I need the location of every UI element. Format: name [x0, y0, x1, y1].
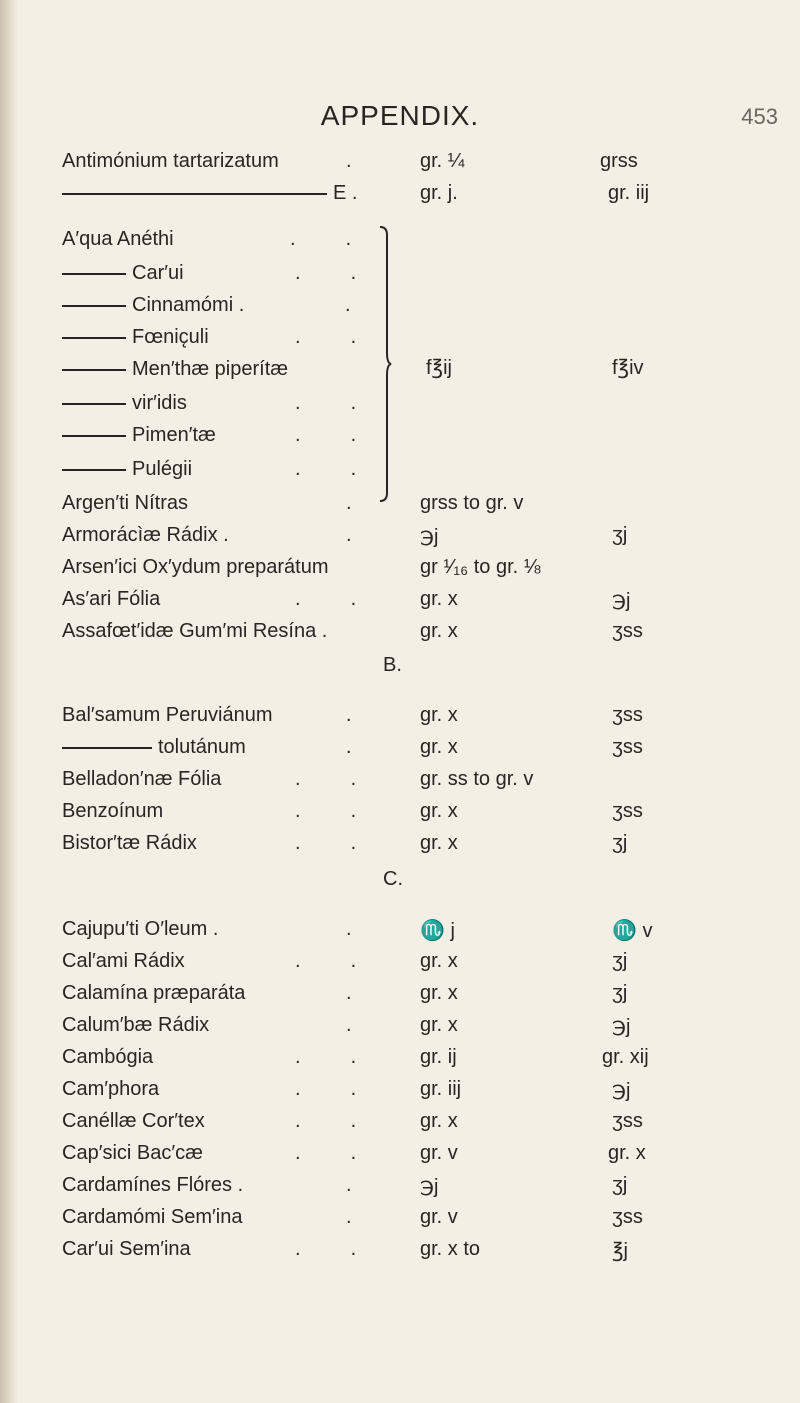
entry-dose: grss to gr. v	[420, 492, 524, 514]
entry-name: Car′ui Sem′ina	[62, 1238, 191, 1260]
entry-cinnamomi: Cinnamómi . .	[0, 294, 800, 324]
entry-name: vir′idis	[62, 392, 187, 415]
entry-dose: gr. x	[420, 1110, 458, 1132]
entry-name: Bistor′tæ Rádix	[62, 832, 197, 854]
entry-dose: gr. v	[420, 1206, 458, 1228]
entry-armoraciae: Armorácìæ Rádix . . ℈j ʒj	[62, 524, 628, 548]
entry-name: Benzoínum	[62, 800, 164, 822]
entry-name: Pimen′tæ	[62, 424, 216, 447]
entry-aqua-anethi: A′qua Anéthi . .	[62, 228, 352, 250]
entry-canellae: Canéllæ Cor′tex . . gr. x ʒss	[62, 1110, 643, 1132]
entry-aqua-dose	[0, 355, 800, 385]
entry-max-dose: ℈j	[612, 1080, 631, 1102]
entry-dose: gr. v	[420, 1142, 458, 1164]
entry-bistortae: Bistor′tæ Rádix . . gr. x ʒj	[62, 832, 628, 854]
entry-name: Cardamómi Sem′ina	[62, 1206, 243, 1228]
entry-name: Fœnic̨uli	[62, 326, 209, 349]
section-heading-c: C.	[383, 868, 403, 890]
entry-dose: f℥ij	[426, 357, 452, 379]
entry-calumbae: Calum′bæ Rádix . gr. x ℈j	[62, 1014, 631, 1038]
entry-balsamum-tolu: tolutánum . gr. x ʒss	[0, 736, 800, 766]
entry-dose: gr. x to	[420, 1238, 481, 1260]
entry-calamina: Calamína præparáta . gr. x ʒj	[62, 982, 628, 1004]
entry-carui: Car′ui . .	[0, 262, 800, 292]
entry-max-dose: gr. xij	[602, 1046, 649, 1068]
entry-name: E .	[62, 182, 357, 205]
entry-capsici: Cap′sici Bac′cæ . . gr. v gr. x	[62, 1142, 646, 1164]
entry-viridis: vir′idis . .	[0, 392, 800, 422]
entry-name: Calamína præparáta	[62, 982, 246, 1004]
entry-name: Antimónium tartarizatum	[62, 150, 279, 172]
entry-max-dose: ʒj	[612, 982, 628, 1004]
entry-max-dose: ʒss	[612, 1206, 643, 1228]
entry-cajuputi: Cajupu′ti O′leum . . ♏ j ♏ v	[62, 918, 653, 942]
entry-dose: gr. x	[420, 620, 458, 642]
entry-dose: ℈j	[420, 526, 439, 548]
entry-benzoinum: Benzoínum . . gr. x ʒss	[62, 800, 643, 822]
entry-max-dose: ℈j	[612, 590, 631, 612]
entry-max-dose: ʒj	[612, 950, 628, 972]
section-heading-b: B.	[383, 654, 402, 676]
entry-name: Car′ui	[62, 262, 184, 285]
entry-name: Canéllæ Cor′tex	[62, 1110, 205, 1132]
entry-arsenici	[0, 556, 800, 586]
entry-max-dose: ʒss	[612, 704, 643, 726]
entry-camphora: Cam′phora . . gr. iij ℈j	[62, 1078, 631, 1102]
entry-max-dose: f℥iv	[612, 357, 644, 379]
entry-name: Calum′bæ Rádix	[62, 1014, 210, 1036]
entry-dose: gr. x	[420, 736, 458, 758]
entry-max-dose: grss	[600, 150, 638, 172]
ditto-dash	[62, 193, 327, 195]
entry-name: tolutánum	[62, 736, 246, 759]
entry-max-dose: ♏ v	[612, 920, 653, 942]
entry-name: As′ari Fólia	[62, 588, 161, 610]
entry-foeniculi: Fœnic̨uli . .	[0, 326, 800, 356]
entry-max-dose: gr. x	[608, 1142, 646, 1164]
leader-dot: .	[346, 150, 352, 172]
entry-dose: gr. ¼	[420, 150, 465, 172]
entry-max-dose: ʒss	[612, 736, 643, 758]
entry-name: Armorácìæ Rádix .	[62, 524, 229, 546]
entry-max-dose: ℈j	[612, 1016, 631, 1038]
entry-max-dose: ℥j	[612, 1240, 628, 1262]
entry-dose: gr. ss to gr. v	[420, 768, 534, 790]
entry-dose: gr. x	[420, 982, 458, 1004]
entry-pulegii: Pulégii . .	[0, 458, 800, 488]
entry-argenti: Argen′ti Nítras . grss to gr. v	[62, 492, 524, 514]
entry-dose: gr. x	[420, 832, 458, 854]
entry-name: Cajupu′ti O′leum .	[62, 918, 219, 940]
entry-name: Cap′sici Bac′cæ	[62, 1142, 203, 1164]
entry-carui-sem: Car′ui Sem′ina . . gr. x to ℥j	[62, 1238, 628, 1262]
entry-name: Cardamínes Flóres .	[62, 1174, 244, 1196]
entry-name: Cambógia	[62, 1046, 154, 1068]
entry-name: Assafœt′idæ Gum′mi Resína .	[62, 620, 328, 642]
entry-asari: As′ari Fólia . . gr. x ℈j	[62, 588, 631, 612]
page-number: 453	[741, 104, 778, 129]
entry-cardamomi: Cardamómi Sem′ina . gr. v ʒss	[62, 1206, 643, 1228]
entry-max-dose: gr. iij	[608, 182, 650, 204]
entry-dose: gr. iij	[420, 1078, 462, 1100]
entry-max-dose: ʒj	[612, 832, 628, 854]
entry-pimentae: Pimen′tæ . .	[0, 424, 800, 454]
entry-name: Argen′ti Nítras	[62, 492, 189, 514]
entry-dose: ♏ j	[420, 920, 455, 942]
entry-name: Arsen′ici Ox′ydum preparátum	[62, 556, 329, 578]
entry-dose: gr. x	[420, 704, 458, 726]
page-title: APPENDIX.	[320, 100, 480, 131]
entry-dose: gr. j.	[420, 182, 458, 204]
entry-dose: gr. x	[420, 1014, 458, 1036]
entry-calami: Cal′ami Rádix . . gr. x ʒj	[62, 950, 628, 972]
entry-name: Bal′samum Peruviánum	[62, 704, 273, 726]
entry-max-dose: ʒj	[612, 524, 628, 546]
entry-cardamines: Cardamínes Flóres . . ℈j ʒj	[62, 1174, 628, 1198]
entry-name: Belladon′næ Fólia	[62, 768, 222, 790]
entry-name: Cam′phora	[62, 1078, 160, 1100]
entry-dose: gr. x	[420, 950, 458, 972]
entry-dose: gr ¹⁄₁₆ to gr. ⅛	[420, 556, 541, 578]
entry-balsamum-peru: Bal′samum Peruviánum . gr. x ʒss	[62, 704, 643, 726]
entry-max-dose: ʒss	[612, 1110, 643, 1132]
entry-assafoetidae	[0, 620, 800, 650]
entry-cambogia: Cambógia . . gr. ij gr. xij	[62, 1046, 649, 1068]
entry-antimonium-e	[0, 182, 800, 212]
entry-max-dose: ʒss	[612, 620, 643, 642]
entry-name: Cal′ami Rádix	[62, 950, 185, 972]
entry-dose: gr. ij	[420, 1046, 457, 1068]
entry-name: Cinnamómi .	[62, 294, 244, 317]
entry-name: Men′thæ piperítæ	[62, 358, 288, 381]
entry-max-dose: ʒss	[612, 800, 643, 822]
entry-max-dose: ʒj	[612, 1174, 628, 1196]
entry-name: A′qua Anéthi	[62, 228, 174, 250]
entry-antimonium	[0, 150, 800, 180]
entry-name: Pulégii	[62, 458, 192, 481]
entry-dose: gr. x	[420, 800, 458, 822]
entry-dose: ℈j	[420, 1176, 439, 1198]
entry-dose: gr. x	[420, 588, 458, 610]
entry-belladonnae: Belladon′næ Fólia . . gr. ss to gr. v	[62, 768, 534, 790]
